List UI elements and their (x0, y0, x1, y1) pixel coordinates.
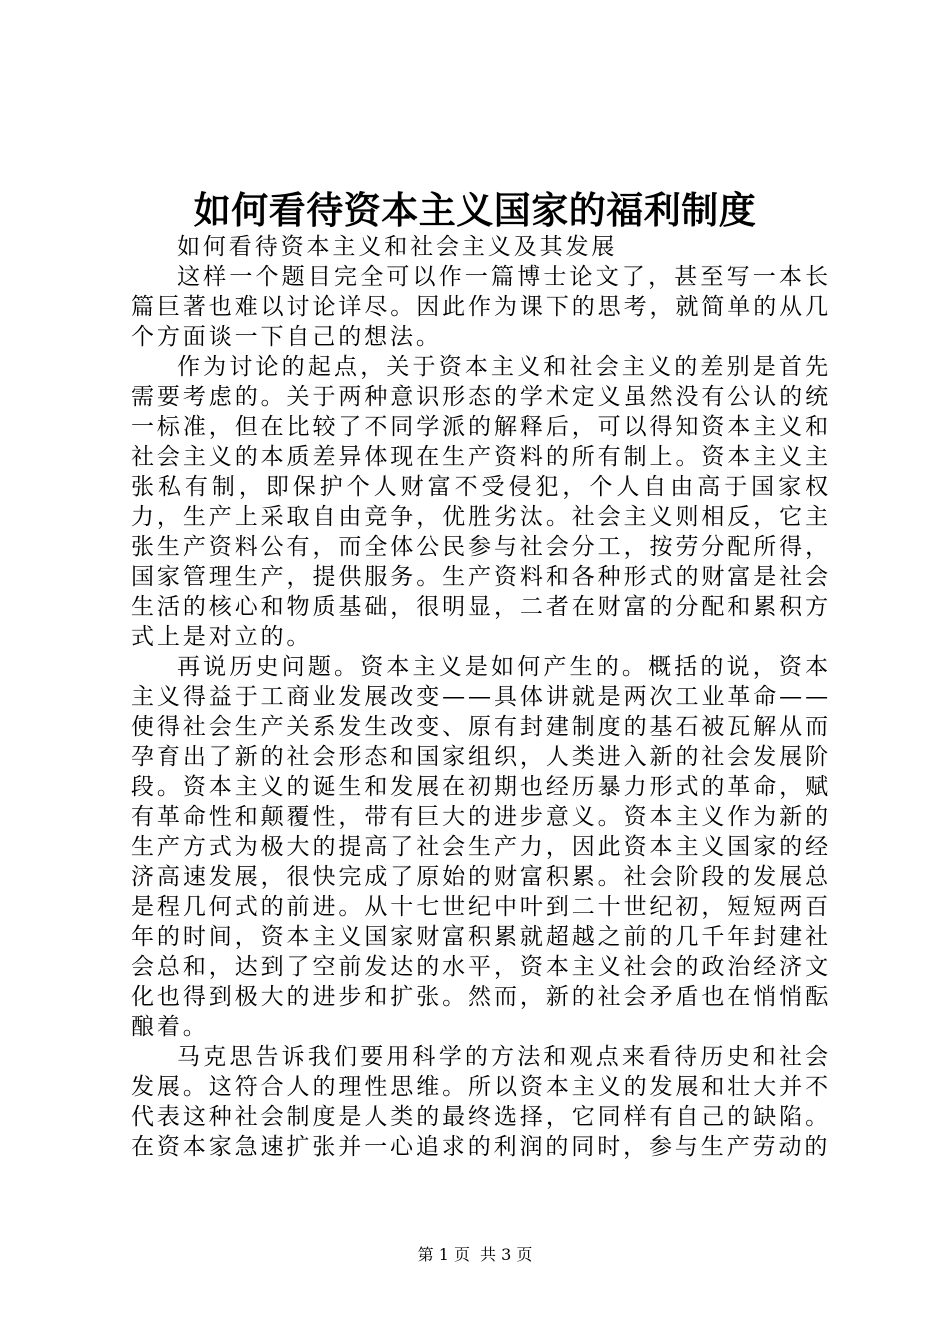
page-footer (0, 1244, 950, 1266)
document-body (131, 232, 831, 1162)
page-title: 如何看待资本主义国家的福利制度 (193, 188, 757, 232)
paragraph-history: 再说历史问题。资本主义是如何产生的。概括的说，资本主义得益于工商业发展改变——具体讲就是两次工业革命——使得社会生产关系发生改变、原有封建制度的基石被瓦解从而孕育出了新的社会形态和国家组织，人类进入新的社会发展阶段。资本主义的诞生和发展在初期也经历暴力形式的革命，赋有革命性和颠覆性，带有巨大的进步意义。资本主义作为新的生产方式为极大的提高了社会生产力，因此资本主义国家的经济高速发展，很快完成了原始的财富积累。社会阶段的发展总是程几何式的前进。从十七世纪中叶到二十世纪初，短短两百年的时间，资本主义国家财富积累就超越之前的几千年封建社会总和，达到了空前发达的水平，资本主义社会的政治经济文化也得到极大的进步和扩张。然而，新的社会矛盾也在悄悄酝酿着。 (131, 654, 831, 1040)
paragraph-intro: 这样一个题目完全可以作一篇博士论文了，甚至写一本长篇巨著也难以讨论详尽。因此作为课下的思考，就简单的从几个方面谈一下自己的想法。 (131, 264, 831, 350)
paragraph-differences: 作为讨论的起点，关于资本主义和社会主义的差别是首先需要考虑的。关于两种意识形态的学术定义虽然没有公认的统一标准，但在比较了不同学派的解释后，可以得知资本主义和社会主义的本质差异体现在生产资料的所有制上。资本主义主张私有制，即保护个人财富不受侵犯，个人自由高于国家权力，生产上采取自由竞争，优胜劣汰。社会主义则相反，它主张生产资料公有，而全体公民参与社会分工，按劳分配所得，国家管理生产，提供服务。生产资料和各种形式的财富是社会生活的核心和物质基础，很明显，二者在财富的分配和累积方式上是对立的。 (131, 354, 831, 650)
paragraph-subtitle: 如何看待资本主义和社会主义及其发展 (177, 234, 618, 260)
paragraph-marx: 马克思告诉我们要用科学的方法和观点来看待历史和社会发展。这符合人的理性思维。所以资本主义的发展和壮大并不代表这种社会制度是人类的最终选择，它同样有自己的缺陷。在资本家急速扩张并一心追求的利润的同时，参与生产劳动的 (131, 1044, 831, 1160)
page-number: 第 1 页 (417, 1245, 470, 1264)
page-total: 共 3 页 (480, 1245, 533, 1264)
